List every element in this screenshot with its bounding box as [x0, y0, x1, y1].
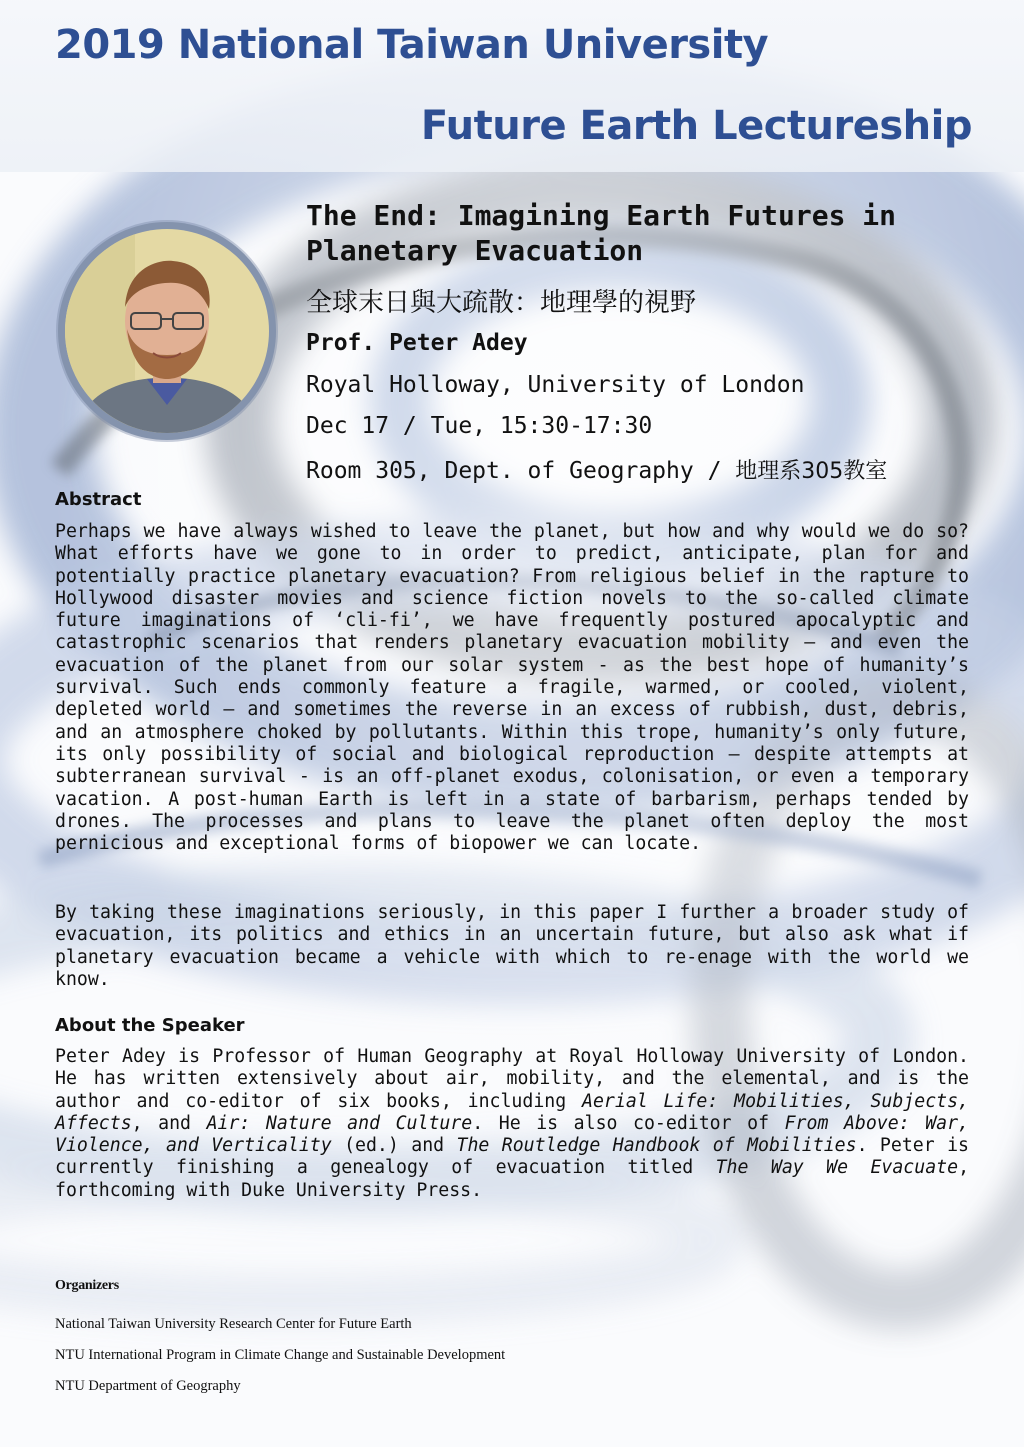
- book-title-from-above: From Above: War, Violence, and Verticality: [55, 1112, 970, 1157]
- book-title-routledge-handbook: The Routledge Handbook of Mobilities: [456, 1135, 857, 1157]
- book-title-way-we-evacuate: The Way We Evacuate: [715, 1157, 959, 1179]
- organizer-item: National Taiwan University Research Center for Future Earth: [55, 1316, 412, 1332]
- organizers-heading: Organizers: [55, 1278, 119, 1293]
- speaker-portrait-icon: [65, 229, 269, 433]
- speaker-photo: [58, 222, 276, 440]
- speaker-affiliation: Royal Holloway, University of London: [306, 372, 805, 398]
- abstract-heading: Abstract: [55, 489, 142, 510]
- event-datetime: Dec 17 / Tue, 15:30-17:30: [306, 413, 653, 439]
- about-speaker-paragraph: [55, 1046, 969, 1202]
- bio-text-2: , and: [131, 1112, 207, 1134]
- talk-title-chinese: 全球末日與大疏散：地理學的視野: [306, 288, 697, 318]
- bio-text-1: Peter Adey is Professor of Human Geography at Royal Holloway University of London. He has written extensively about air, mobility, and the elemental, and is the author and co-editor of six books, including: [55, 1046, 969, 1112]
- about-speaker-heading: About the Speaker: [55, 1015, 245, 1036]
- talk-title: The End: Imagining Earth Futures in Planetary Evacuation: [306, 199, 897, 267]
- event-location: [306, 454, 887, 485]
- event-location-zh: 地理系305教室: [735, 459, 888, 484]
- bio-text-6: , forthcoming with Duke University Press.: [55, 1157, 970, 1201]
- abstract-paragraph-1: Perhaps we have always wished to leave the planet, but how and why would we do so? What efforts have we gone to in order to predict, anticipate, plan for and potentially practice planetary evacuation? From religious belief in the rapture to Hollywood disaster movies and science fiction novels to the so-called climate future imaginations of ‘cli-fi’, we have frequently postured apocalyptic and catastrophic scenarios that renders planetary evacuation mobility – and even the evacuation of the planet from our solar system - as the best hope of humanity’s survival. Such ends commonly feature a fragile, warmed, or cooled, violent, depleted world – and sometimes the reverse in an excess of rubbish, dust, debris, and an atmosphere choked by pollutants. Within this trope, humanity’s only future, its only possibility of social and biological reproduction – despite attempts at subterranean survival - is an off-planet exodus, colonisation, or even a temporary vacation. A post-human Earth is left in a state of barbarism, perhaps tended by drones. The processes and plans to leave the planet often deploy the most pernicious and exceptional forms of biopower we can locate.: [55, 521, 969, 855]
- event-location-en: Room 305, Dept. of Geography /: [306, 458, 736, 484]
- abstract-paragraph-2: By taking these imaginations seriously, in this paper I further a broader study of evacuation, its politics and ethics in an uncertain future, but also ask what if planetary evacuation became a vehicle with which to re-enage with the world we know.: [55, 902, 969, 990]
- page-title-line1: 2019 National Taiwan University: [55, 22, 769, 68]
- book-title-aerial-life: Aerial Life: Mobilities, Subjects, Affects: [55, 1090, 969, 1134]
- organizers-section: [55, 1278, 505, 1408]
- organizer-item: NTU Department of Geography: [55, 1378, 241, 1394]
- page-title-line2: Future Earth Lectureship: [420, 103, 972, 149]
- bio-text-3: . He is also co-editor of: [472, 1112, 785, 1134]
- book-title-air: Air: Nature and Culture: [206, 1112, 473, 1134]
- bio-text-4: (ed.) and: [331, 1135, 457, 1157]
- bio-text-5: . Peter is currently finishing a genealogy of evacuation titled: [55, 1135, 969, 1179]
- organizer-item: NTU International Program in Climate Change and Sustainable Development: [55, 1347, 506, 1363]
- speaker-name: Prof. Peter Adey: [306, 330, 528, 356]
